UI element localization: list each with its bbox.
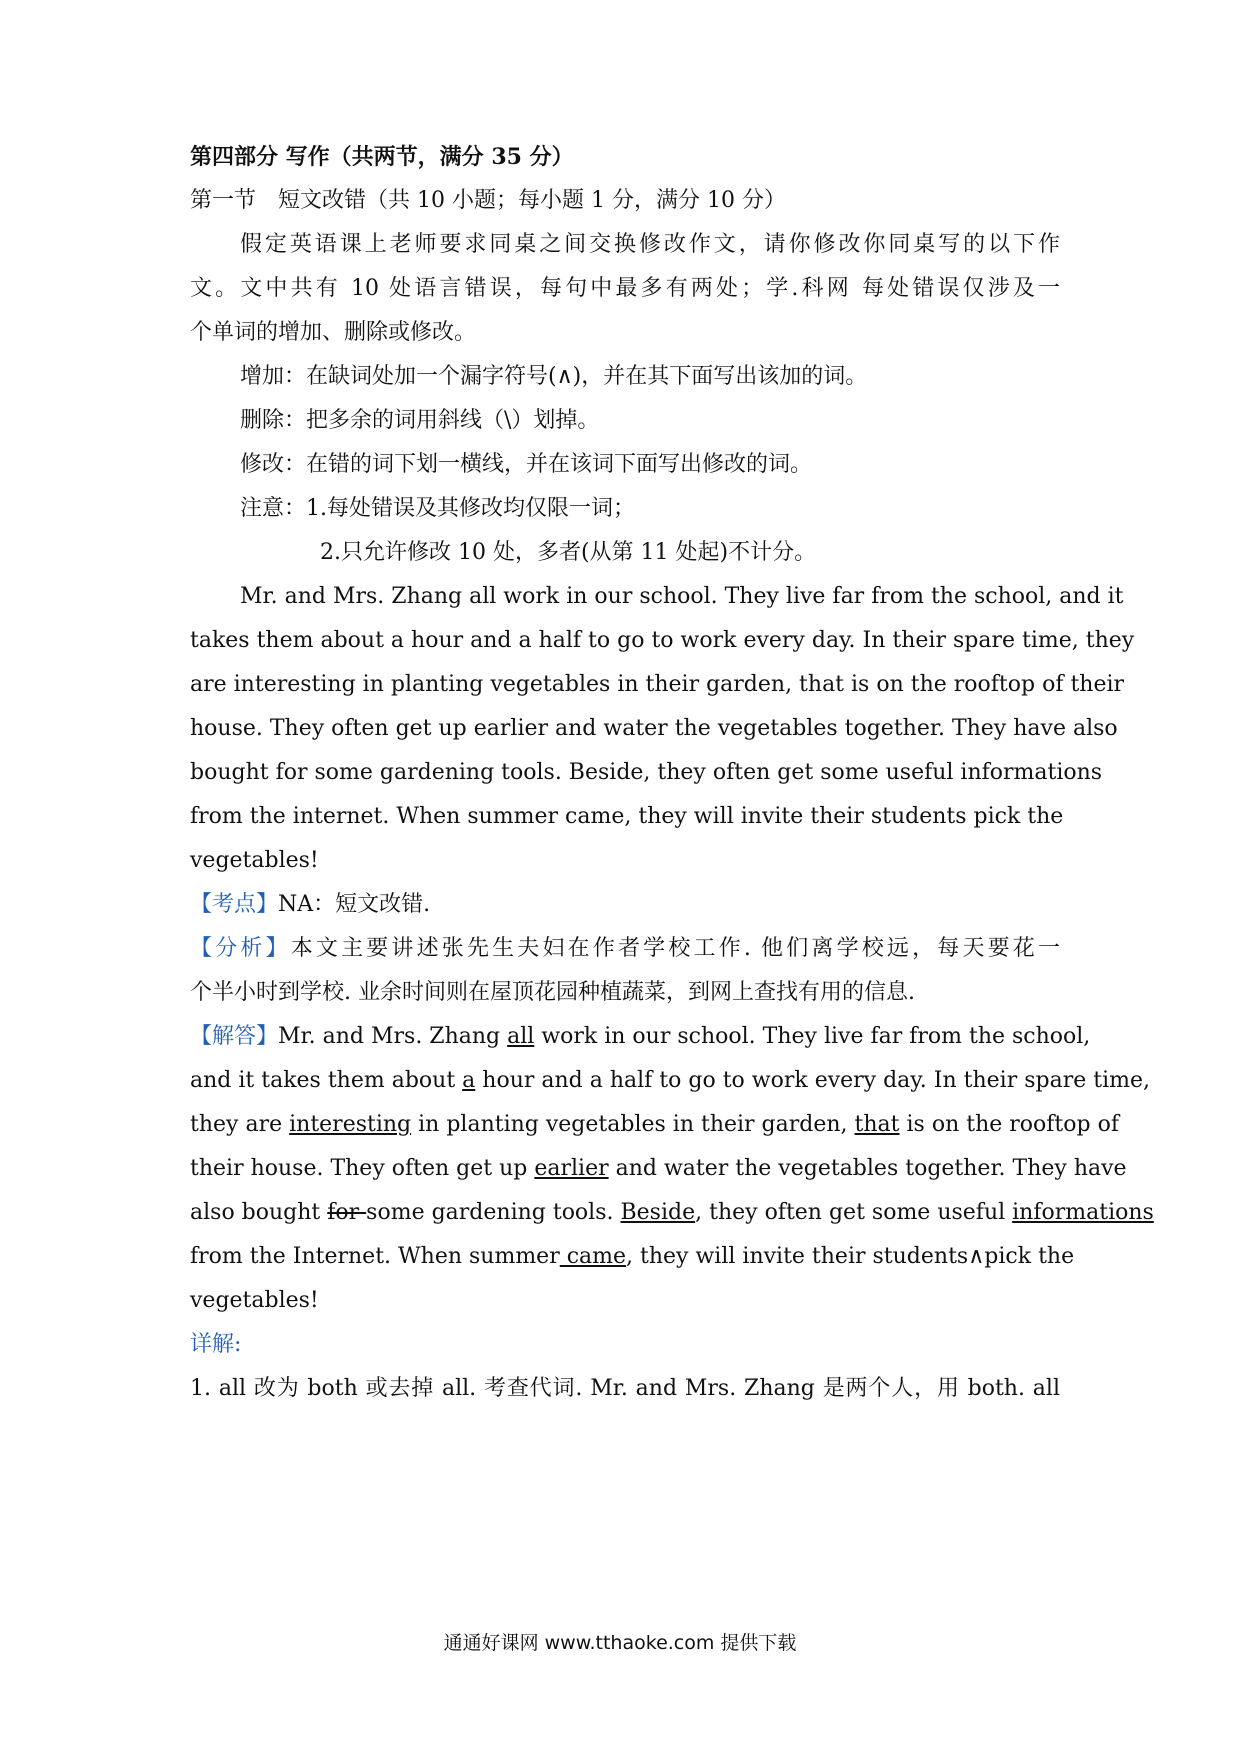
instruction-modify: 修改：在错的词下划一横线，并在该词下面写出修改的词。 [240, 452, 813, 477]
passage-line: house. They often get up earlier and water the vegetables together. They have also [190, 716, 1118, 741]
jieda-text: is on the rooftop of [899, 1112, 1119, 1137]
error-mark: informations [1012, 1200, 1154, 1225]
jieda-text: some gardening tools. [366, 1200, 621, 1225]
jieda-text: and water the vegetables together. They have [608, 1156, 1127, 1181]
jieda-text: , they will invite their students∧pick the [626, 1244, 1075, 1269]
passage-line: from the internet. When summer came, they will invite their students pick the [190, 804, 1064, 829]
error-mark: that [854, 1112, 900, 1137]
passage-line: vegetables! [190, 848, 319, 873]
jieda-text: hour and a half to go to work every day. In their spare time, [475, 1068, 1150, 1093]
section-title: 第四部分 写作（共两节，满分 35 分） [190, 144, 574, 170]
fenxi-label: 【分析】 [190, 936, 291, 961]
jieda-text: , they often get some useful [695, 1200, 1013, 1225]
instruction-intro-line: 假定英语课上老师要求同桌之间交换修改作文，请你修改你同桌写的以下作 [240, 232, 1060, 257]
passage-line: bought for some gardening tools. Beside, they often get some useful informations [190, 760, 1103, 785]
jieda-line: vegetables! [190, 1288, 319, 1313]
fenxi-row [190, 934, 1060, 964]
error-mark: a [462, 1068, 476, 1093]
passage-line: are interesting in planting vegetables in their garden, that is on the rooftop of their [190, 672, 1125, 697]
fenxi-line: 个半小时到学校. 业余时间则在屋顶花园种植蔬菜，到网上查找有用的信息. [190, 980, 915, 1005]
passage-line: Mr. and Mrs. Zhang all work in our school. They live far from the school, and it [240, 584, 1124, 609]
error-mark: Beside [620, 1200, 696, 1225]
passage-line: takes them about a hour and a half to go to work every day. In their spare time, they [190, 628, 1135, 653]
xiangjie-line: 1. all 改为 both 或去掉 all. 考查代词. Mr. and Mrs. Zhang 是两个人，用 both. all [190, 1376, 1060, 1401]
error-mark: earlier [534, 1156, 609, 1181]
jieda-text: Mr. and Mrs. Zhang [278, 1024, 508, 1049]
error-mark: interesting [289, 1112, 412, 1137]
instruction-add: 增加：在缺词处加一个漏字符号(∧)，并在其下面写出该加的词。 [240, 364, 868, 389]
xiangjie-label: 详解: [190, 1332, 242, 1357]
kaodian-text: NA：短文改错. [278, 892, 431, 917]
jieda-line [190, 1066, 1150, 1096]
instruction-intro-line: 文。文中共有 10 处语言错误，每句中最多有两处；学.科网 每处错误仅涉及一 [190, 276, 1060, 301]
fenxi-text: 本文主要讲述张先生夫妇在作者学校工作. 他们离学校远，每天要花一 [290, 936, 1060, 961]
jieda-line [190, 1198, 1154, 1228]
error-mark: came [559, 1244, 627, 1269]
jieda-text: also bought [190, 1200, 328, 1225]
jieda-row [190, 1022, 1091, 1052]
jieda-text: work in our school. They live far from the school, [534, 1024, 1091, 1049]
jieda-text: in planting vegetables in their garden, [411, 1112, 855, 1137]
subsection-title: 第一节 短文改错（共 10 小题；每小题 1 分，满分 10 分） [190, 188, 786, 213]
error-mark: all [507, 1024, 535, 1049]
kaodian-row [190, 890, 1060, 920]
deletion-mark: for [327, 1200, 367, 1225]
instruction-intro-line: 个单词的增加、删除或修改。 [190, 320, 477, 345]
jieda-text: and it takes them about [190, 1068, 463, 1093]
jieda-line [190, 1154, 1127, 1184]
instruction-note-2: 2.只允许修改 10 处，多者(从第 11 处起)不计分。 [320, 540, 817, 565]
jieda-text: from the Internet. When summer [190, 1244, 560, 1269]
jieda-text: they are [190, 1112, 290, 1137]
instruction-delete: 删除：把多余的词用斜线（\）划掉。 [240, 408, 600, 433]
jieda-label: 【解答】 [190, 1024, 279, 1049]
kaodian-label: 【考点】 [190, 892, 279, 917]
jieda-line [190, 1242, 1075, 1272]
instruction-note-1: 注意：1.每处错误及其修改均仅限一词； [240, 496, 635, 521]
footer: 通通好课网 www.tthaoke.com 提供下载 [443, 1632, 797, 1654]
jieda-text: their house. They often get up [190, 1156, 535, 1181]
jieda-line [190, 1110, 1119, 1140]
